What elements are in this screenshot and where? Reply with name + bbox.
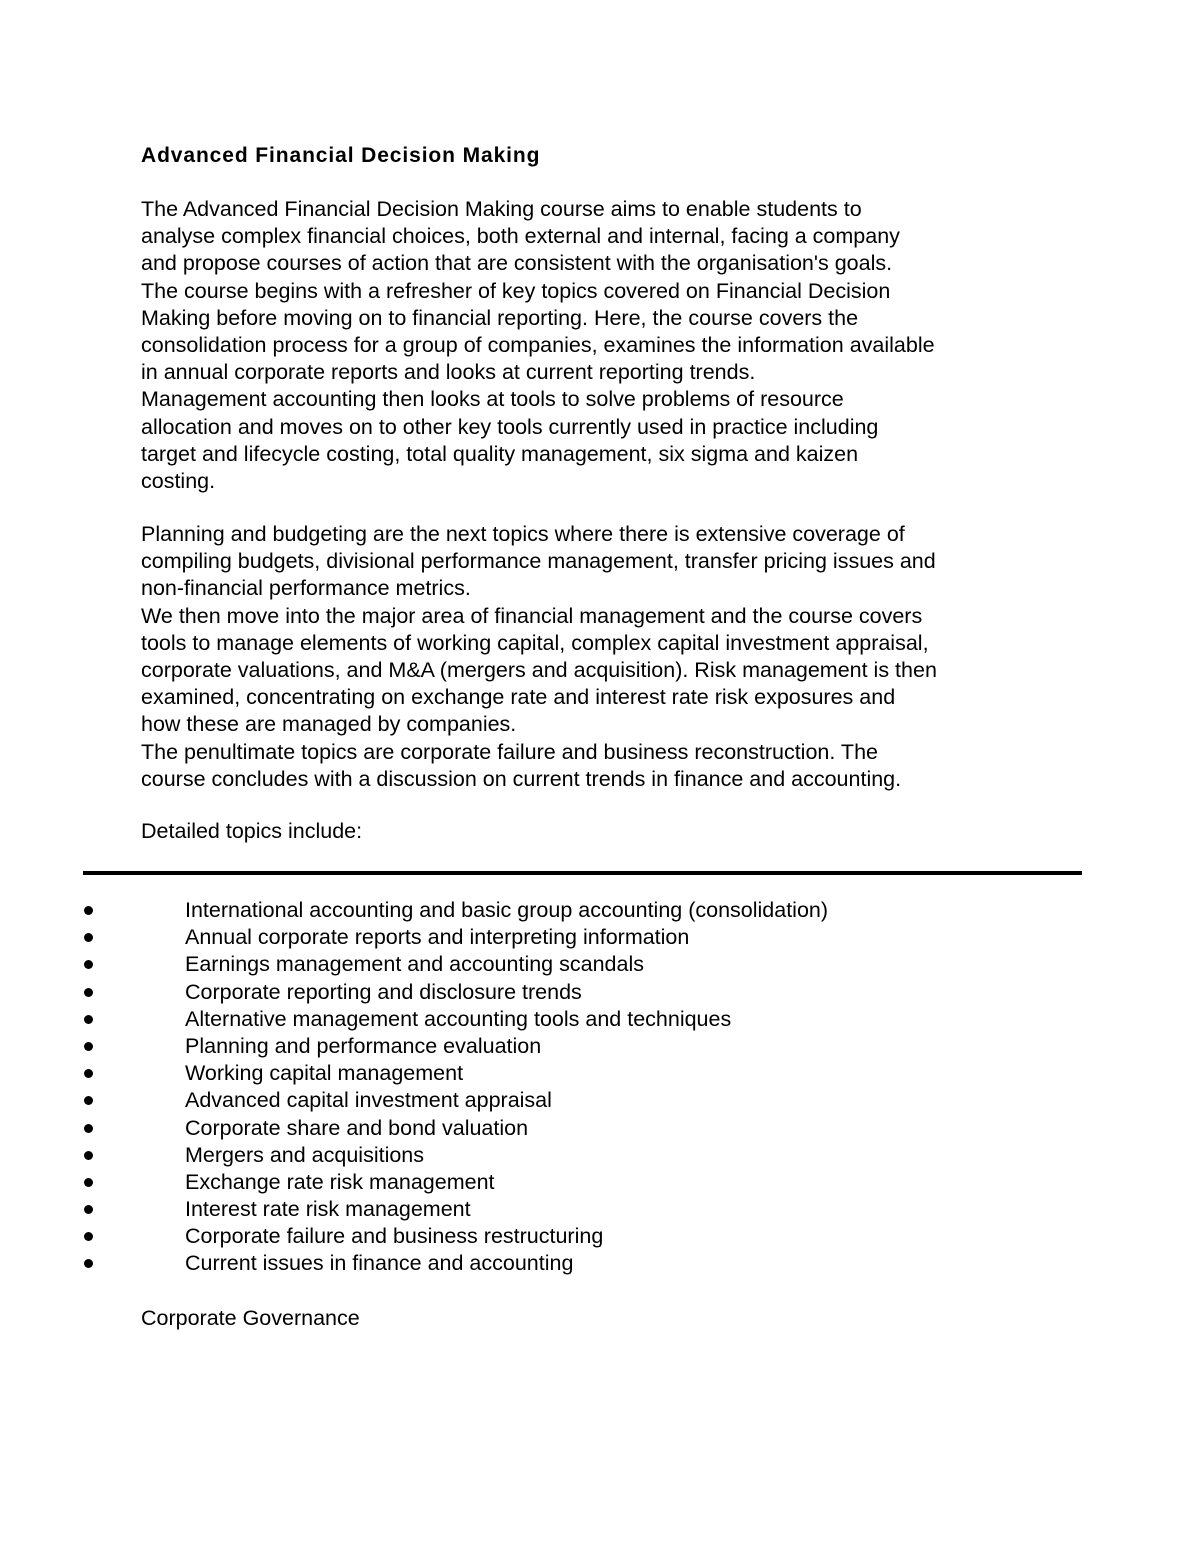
topic-text: Exchange rate risk management <box>185 1169 495 1194</box>
topic-text: Corporate failure and business restructuring <box>185 1224 604 1249</box>
topic-text: Interest rate risk management <box>185 1197 471 1222</box>
bullet-icon <box>84 1096 93 1105</box>
bullet-icon <box>84 1069 93 1078</box>
topic-text: Planning and performance evaluation <box>185 1033 542 1058</box>
bullet-icon <box>84 960 93 969</box>
bullet-icon <box>84 906 93 915</box>
bullet-icon <box>84 1232 93 1241</box>
next-section-heading: Corporate Governance <box>141 1306 360 1330</box>
intro-paragraph: The Advanced Financial Decision Making course aims to enable students to analyse complex financial choices, both external and internal, facing a company and propose courses of action that are consistent with the organisation's goals. The course begins with a refresher of key topics covered on Financial Decision Making before moving on to financial reporting. Here, the course covers the consolidation process for a group of companies, examines the information available in annual corporate reports and looks at current reporting trends. Management accounting then looks at tools to solve problems of resource allocation and moves on to other key tools currently used in practice including target and lifecycle costing, total quality management, six sigma and kaizen costing. <box>141 197 935 494</box>
topic-text: Earnings management and accounting scandals <box>185 952 644 977</box>
bullet-icon <box>84 1205 93 1214</box>
topic-text: International accounting and basic group accounting (consolidation) <box>185 898 829 922</box>
topic-text: Corporate reporting and disclosure trends <box>185 979 582 1004</box>
topic-text: Working capital management <box>185 1061 464 1086</box>
detailed-topics-label: Detailed topics include: <box>141 819 363 843</box>
bullet-icon <box>84 1124 93 1133</box>
bullet-icon <box>84 1151 93 1160</box>
bullet-icon <box>84 933 93 942</box>
bullet-icon <box>84 1042 93 1051</box>
planning-paragraph: Planning and budgeting are the next topics where there is extensive coverage of compiling budgets, divisional performance management, transfer pricing issues and non-financial performance metrics. We then move into the major area of financial management and the course covers tools to manage elements of working capital, complex capital investment appraisal, corporate valuations, and M&A (mergers and acquisition). Risk management is then examined, concentrating on exchange rate and interest rate risk exposures and how these are managed by companies. The penultimate topics are corporate failure and business reconstruction. The course concludes with a discussion on current trends in finance and accounting. <box>141 522 937 791</box>
bullet-icon <box>84 1178 93 1187</box>
topic-text: Current issues in finance and accounting <box>185 1251 574 1276</box>
topic-text: Mergers and acquisitions <box>185 1142 425 1167</box>
topic-text: Advanced capital investment appraisal <box>185 1088 552 1113</box>
document-title: Advanced Financial Decision Making <box>141 144 541 167</box>
bullet-icon <box>84 1259 93 1268</box>
topic-text: Alternative management accounting tools and techniques <box>185 1006 732 1031</box>
horizontal-rule <box>83 871 1082 875</box>
bullet-icon <box>84 1015 93 1024</box>
topic-text: Annual corporate reports and interpreting information <box>185 925 690 950</box>
topic-text: Corporate share and bond valuation <box>185 1115 529 1140</box>
bullet-icon <box>84 988 93 997</box>
